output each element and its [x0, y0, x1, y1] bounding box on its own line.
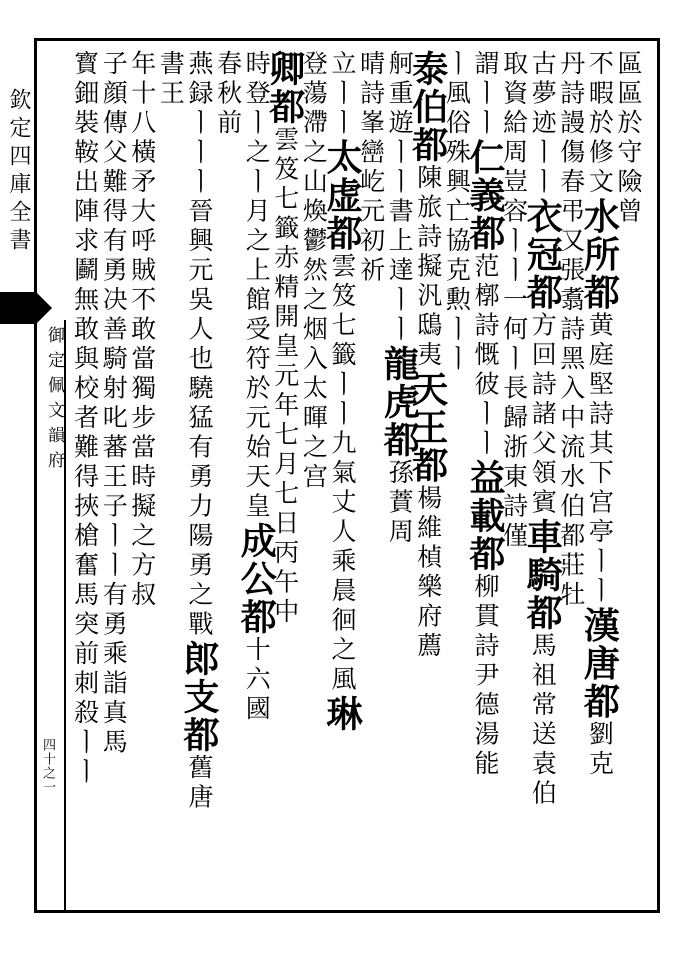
text-segment: 書王	[156, 50, 186, 109]
headword: 太虚都	[321, 138, 363, 253]
headword: 天王都	[406, 370, 449, 485]
headword: 車騎都	[521, 518, 564, 632]
headword: 漢唐都	[578, 606, 621, 721]
text-segment: 登蕩滯之山煥鬱然之烟入太暉之宫	[299, 50, 329, 493]
headword: 益載都	[464, 459, 506, 573]
text-segment: 燕録ㅣㅣㅣ晉興元吳人也驍猛有勇力陽勇之戰	[185, 50, 214, 640]
text-segment: 丹詩謾傷春弔	[556, 50, 586, 227]
text-segment: 書上達ㅣㅣ	[385, 197, 415, 345]
text-segment: 又張翥詩黑入中流水伯都	[556, 227, 586, 552]
text-segment: 謂ㅣㅣ	[471, 50, 500, 139]
text-segment: 孫蕡周	[385, 459, 415, 548]
text-column	[67, 50, 103, 910]
headword: 龍虎都	[378, 345, 421, 459]
headword: 水所都	[578, 197, 621, 312]
text-segment: 莊牡	[556, 551, 586, 611]
text-segment: 長歸浙東詩僅	[499, 374, 529, 552]
text-segment: 雲笈七籤赤精開皇元年七月七日丙午中	[270, 126, 300, 628]
headword: 成公都	[235, 522, 278, 636]
frame-right-rule	[657, 38, 660, 913]
text-segment: 十六國	[242, 636, 272, 725]
headword: 卿都	[263, 50, 306, 126]
text-segment: 年十八橫矛大呼賊不敢當獨步當時擬之方叔	[127, 50, 157, 611]
text-segment: 舊唐	[185, 754, 214, 813]
headword: 仁義都	[464, 138, 506, 253]
text-segment: 不暇於修文	[585, 50, 615, 198]
text-segment: 劉克	[585, 720, 615, 780]
headword: 泰伯都	[406, 50, 449, 164]
frame-top-rule	[34, 38, 660, 41]
text-segment: 立ㅣㅣ	[328, 50, 357, 139]
headword: 衣冠都	[521, 197, 564, 312]
folio-number: 四十之一	[40, 738, 55, 794]
headword: 郎支都	[178, 640, 220, 754]
fish-tail-mark-icon	[0, 292, 52, 324]
text-segment: 柳貫詩尹德湯能	[471, 573, 500, 780]
text-segment: 子顔傳父難得有勇决善騎射叱蕃王子ㅣㅣ有勇乘詣真馬	[99, 50, 129, 758]
text-segment: 春秋前	[213, 50, 243, 139]
text-segment: 舸重遊ㅣㅣ	[385, 50, 415, 198]
text-segment: 雲笈七籤ㅣㅣ九氣丈人乘晨徊之風	[328, 252, 357, 695]
text-segment: 黄庭堅詩其下宫亭ㅣㅣ	[585, 311, 615, 607]
text-segment: 古夢迹ㅣㅣ	[528, 50, 558, 198]
text-segment: ㅣ風俗殊興亡	[442, 50, 472, 227]
text-segment: 容ㅣㅣ一何ㅣ	[499, 197, 529, 375]
margin-strip	[0, 40, 36, 910]
text-segment: 協克勲ㅣㅣ	[442, 227, 472, 375]
text-segment: 陳旅詩擬汎鴟夷	[413, 164, 443, 371]
margin-series-title: 欽定四庫全書	[6, 88, 31, 256]
text-segment: 范槨詩慨彼ㅣㅣ	[471, 252, 500, 459]
text-segment: 元初祈	[356, 197, 386, 286]
text-segment: 楊維楨樂府薦	[413, 484, 443, 662]
text-segment: 馬祖常送袁伯	[528, 632, 558, 809]
text-segment: 方回詩諸父領賓	[528, 311, 558, 518]
text-segment: 取資給周豈	[499, 50, 529, 198]
text-segment: 晴詩峯巒屹	[356, 50, 386, 198]
text-segment: 區區於守險曾	[614, 50, 643, 227]
headword: 琳	[321, 695, 363, 733]
frame-bottom-rule	[34, 910, 660, 913]
text-segment: 時登ㅣ之ㅣ月之上館受符於元始天皇	[242, 50, 272, 522]
margin-book-title: 御定佩文韻府	[44, 326, 64, 476]
text-segment: 寳鈿裝鞍出陣求鬬無敢與校者難得挾槍奮馬突前刺殺ㅣㅣ	[70, 50, 100, 788]
